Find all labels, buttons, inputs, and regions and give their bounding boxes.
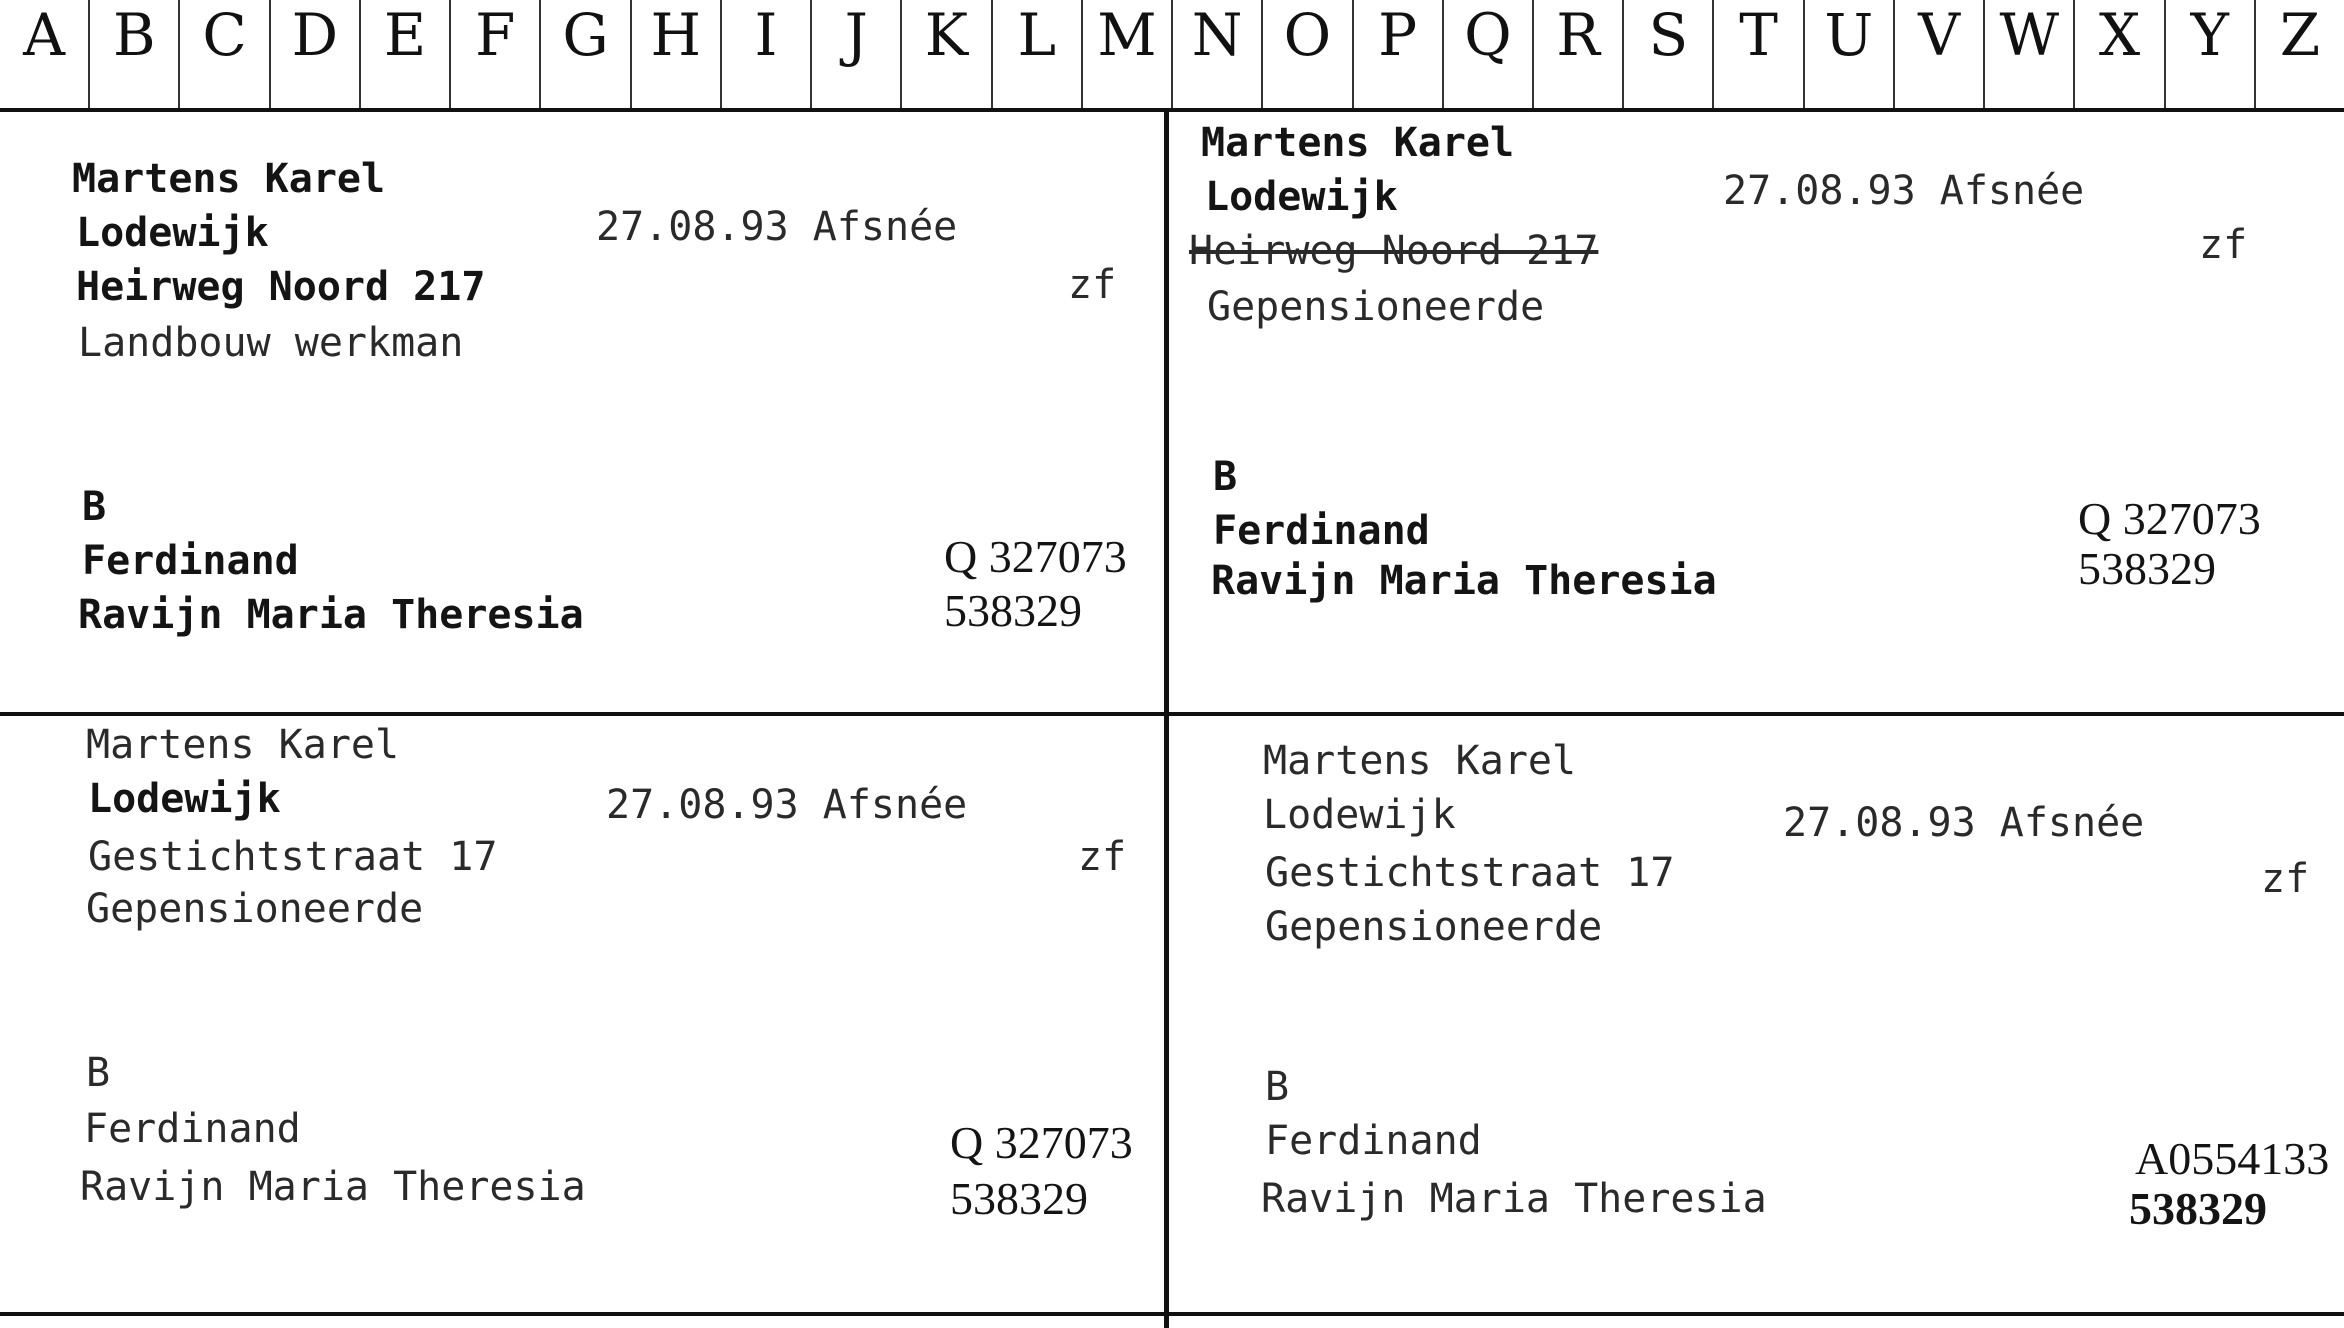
father-name: Ferdinand [84,1106,301,1152]
reference-number: Q 327073 [2078,493,2261,544]
index-letter[interactable]: L [993,0,1083,108]
index-letter[interactable]: V [1895,0,1985,108]
file-number: 538329 [944,585,1082,636]
index-letter[interactable]: T [1714,0,1804,108]
status-mark: zf [2199,222,2248,268]
record-card[interactable] [1169,716,2344,1312]
status-mark: zf [1068,262,1117,308]
father-name: Ferdinand [82,538,299,584]
surname: Martens Karel [1201,120,1515,166]
index-letter[interactable]: J [812,0,902,108]
index-letter[interactable]: Z [2279,1,2321,69]
mother-name: Ravijn Maria Theresia [1211,558,1717,604]
reference-number: Q 327073 [950,1117,1133,1168]
index-letter[interactable]: K [902,0,992,108]
record-card[interactable] [0,112,1164,712]
occupation: Gepensioneerde [86,886,424,932]
status-mark: zf [2261,856,2310,902]
address: Gestichtstraat 17 [88,834,498,880]
index-letter[interactable]: F [451,0,541,108]
section-label: B [1213,454,1238,500]
index-letter[interactable]: R [1534,0,1624,108]
given-name: Lodewijk [88,776,281,822]
father-name: Ferdinand [1213,508,1430,554]
index-letter[interactable]: A [0,0,90,108]
index-letter[interactable]: E [361,0,451,108]
section-label: B [86,1050,111,1096]
index-letter[interactable]: B [90,0,180,108]
father-name: Ferdinand [1265,1118,1482,1164]
index-letter[interactable]: N [1173,0,1263,108]
occupation: Gepensioneerde [1207,284,1545,330]
index-letter[interactable]: P [1354,0,1444,108]
birth-date-place: 27.08.93 Afsnée [1783,800,2145,846]
section-label: B [1265,1064,1290,1110]
surname: Martens Karel [72,156,386,202]
birth-date-place: 27.08.93 Afsnée [596,204,958,250]
index-letter[interactable]: O [1263,0,1353,108]
index-letter[interactable]: W [1985,0,2075,108]
index-letter[interactable]: Y [2166,0,2256,108]
record-card[interactable] [1169,112,2344,712]
index-letter[interactable]: C [180,0,270,108]
index-letter[interactable]: G [541,0,631,108]
status-mark: zf [1078,834,1127,880]
mother-name: Ravijn Maria Theresia [1261,1176,1767,1222]
mother-name: Ravijn Maria Theresia [78,592,584,638]
given-name: Lodewijk [1263,792,1456,838]
occupation: Gepensioneerde [1265,904,1603,950]
bottom-divider-line [0,1312,2344,1316]
index-letter[interactable]: H [632,0,722,108]
index-letter[interactable]: X [2075,0,2165,108]
file-number: 538329 [2078,543,2216,594]
surname: Martens Karel [1263,738,1577,784]
birth-date-place: 27.08.93 Afsnée [1723,168,2085,214]
given-name: Lodewijk [76,210,269,256]
record-card[interactable] [0,716,1164,1312]
reference-number: A0554133 [2135,1133,2330,1184]
address: Gestichtstraat 17 [1265,850,1675,896]
section-label: B [82,484,107,530]
index-letter[interactable]: D [271,0,361,108]
index-letter[interactable]: S [1624,0,1714,108]
file-number: 538329 [950,1173,1088,1224]
given-name: Lodewijk [1205,174,1398,220]
file-number: 538329 [2129,1183,2267,1234]
address: Heirweg Noord 217 [76,264,486,310]
index-letter[interactable]: Q [1444,0,1534,108]
occupation: Landbouw werkman [78,320,464,366]
index-letter[interactable]: M [1083,0,1173,108]
alphabet-index [0,0,2344,108]
index-letter[interactable]: I [722,0,812,108]
address-struck: Heirweg Noord 217 [1189,228,1599,274]
index-letter[interactable]: U [1805,0,1895,108]
mother-name: Ravijn Maria Theresia [80,1164,586,1210]
surname: Martens Karel [86,722,400,768]
reference-number: Q 327073 [944,531,1127,582]
birth-date-place: 27.08.93 Afsnée [606,782,968,828]
